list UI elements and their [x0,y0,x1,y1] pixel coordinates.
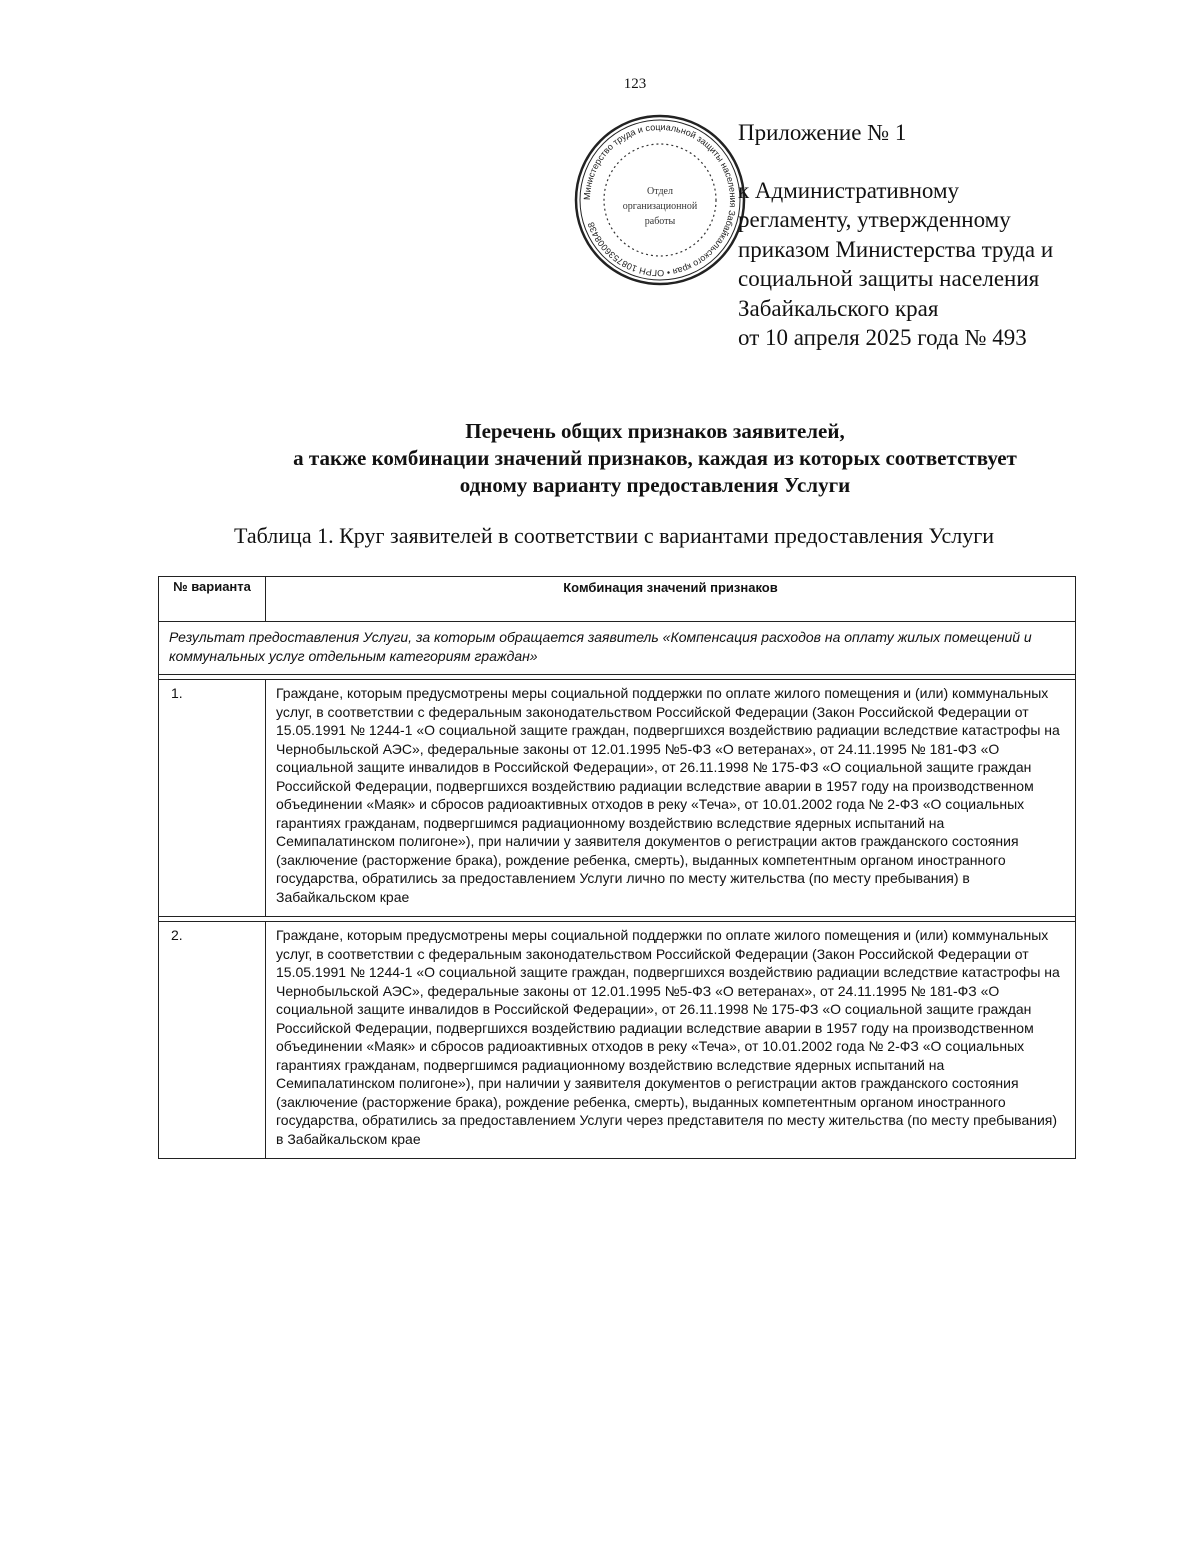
result-row [159,622,1076,675]
page-number: 123 [623,76,647,92]
table-caption: Таблица 1. Круг заявителей в соответствии с вариантами предоставления Услуги [234,523,994,548]
approval-line: приказом Министерства труда и [738,236,1054,262]
stamp-line-2: организационной [622,201,698,212]
document-title [150,418,1160,499]
appendix-heading: Приложение № 1 [738,120,907,145]
official-stamp [572,112,748,288]
stamp-line-1: Отдел [647,186,673,197]
table-header-row [159,577,1076,622]
header-variant-number: № варианта [159,577,266,622]
variant-number: 1. [159,680,266,917]
approval-date-number: от 10 апреля 2025 года № 493 [738,325,1027,350]
stamp-ring-text: Министерство труда и социальной защиты населения Забайкальского края • ОГРН 1087536008438 [581,121,738,279]
stamp-line-3: работы [644,216,676,227]
approval-block [738,118,1118,353]
approval-line: Забайкальского края [738,295,939,321]
table-row [159,680,1076,917]
variant-combination: Граждане, которым предусмотрены меры социальной поддержки по оплате жилого помещения и (или) коммунальных услуг, в соответствии с федеральным законодательством Российской Федерации (Закон Российской Федерации от 15.05.1991 № 1244-1 «О социальной защите граждан, подвергшихся воздействию радиации вследствие катастрофы на Чернобыльской АЭС», федеральные законы от 12.01.1995 №5-ФЗ «О ветеранах», от 24.11.1995 № 181-ФЗ «О социальной защите инвалидов в Российской Федерации», от 26.11.1998 № 175-ФЗ «О социальной защите граждан Российской Федерации, подвергшихся воздействию радиации вследствие аварии в 1957 году на производственном объединении «Маяк» и сбросов радиоактивных отходов в реку «Теча», от 10.01.2002 года № 2-ФЗ «О социальных гарантиях гражданам, подвергшимся радиационному воздействию вследствие ядерных испытаний на Семипалатинском полигоне»), при наличии у заявителя документов о регистрации актов гражданского состояния (заключение (расторжение брака), рождение ребенка, смерть), выданных компетентным органом иностранного государства, обратились за предоставлением Услуги лично по месту жительства (по месту пребывания) в Забайкальском крае [266,680,1076,917]
approval-line: социальной защиты населения [738,266,1040,291]
table-row [159,922,1076,1159]
variant-number: 2. [159,922,266,1159]
result-text: Результат предоставления Услуги, за которым обращается заявитель «Компенсация расходов на оплату жилых помещений и коммунальных услуг отдельным категориям граждан» [159,622,1076,675]
title-line-3: одному варианту предоставления Услуги [459,473,851,497]
header-combination: Комбинация значений признаков [266,577,1076,622]
title-line-2: а также комбинации значений признаков, каждая из которых соответствует [293,446,1017,470]
applicants-table [158,576,1076,1159]
svg-text:Министерство труда и социально [582,122,738,278]
approval-line: регламенту, утвержденному [738,207,1011,232]
variant-combination: Граждане, которым предусмотрены меры социальной поддержки по оплате жилого помещения и (или) коммунальных услуг, в соответствии с федеральным законодательством Российской Федерации (Закон Российской Федерации от 15.05.1991 № 1244-1 «О социальной защите граждан, подвергшихся воздействию радиации вследствие катастрофы на Чернобыльской АЭС», федеральные законы от 12.01.1995 №5-ФЗ «О ветеранах», от 24.11.1995 № 181-ФЗ «О социальной защите инвалидов в Российской Федерации», от 26.11.1998 № 175-ФЗ «О социальной защите граждан Российской Федерации, подвергшихся воздействию радиации вследствие аварии в 1957 году на производственном объединении «Маяк» и сбросов радиоактивных отходов в реку «Теча», от 10.01.2002 года № 2-ФЗ «О социальных гарантиях гражданам, подвергшимся радиационному воздействию вследствие ядерных испытаний на Семипалатинском полигоне»), при наличии у заявителя документов о регистрации актов гражданского состояния (заключение (расторжение брака), рождение ребенка, смерть), выданных компетентным органом иностранного государства, обратились за предоставлением Услуги через представителя по месту жительства (по месту пребывания) в Забайкальском крае [266,922,1076,1159]
title-line-1: Перечень общих признаков заявителей, [465,419,845,443]
approval-line: к Административному [738,177,960,203]
